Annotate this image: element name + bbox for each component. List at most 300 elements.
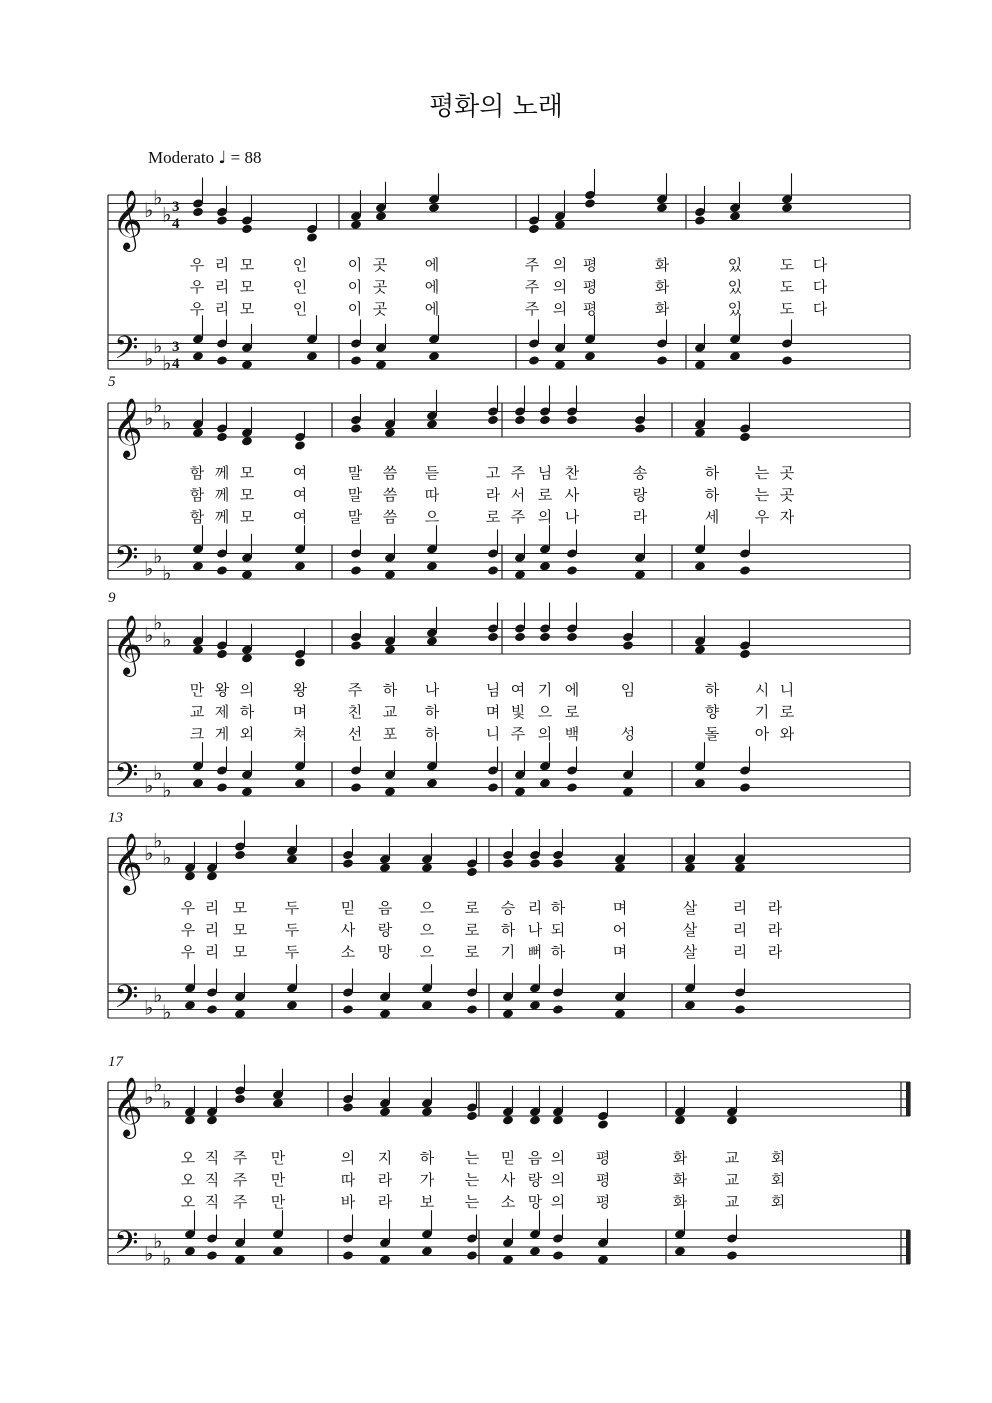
- treble-clef-icon: 𝄞: [112, 615, 143, 675]
- measure-number: 13: [108, 810, 123, 826]
- lyric-syllable: 회: [770, 1171, 786, 1189]
- note-head: [375, 359, 387, 370]
- lyric-syllable: 가: [419, 1171, 435, 1189]
- note-head: [375, 211, 387, 222]
- time-signature-top: 3: [172, 339, 180, 355]
- lyric-syllable: 하: [239, 703, 255, 721]
- lyric-syllable: 오: [180, 1193, 196, 1211]
- note-head: [184, 1115, 196, 1126]
- note-head: [192, 778, 204, 789]
- lyric-syllable: 하: [550, 943, 566, 961]
- lyric-syllable: 다: [812, 256, 828, 274]
- lyric-syllable: 교: [724, 1149, 740, 1167]
- note-head: [234, 1008, 246, 1019]
- lyric-syllable: 화: [672, 1193, 688, 1211]
- note-head: [206, 1115, 218, 1126]
- lyric-syllable: 라: [767, 921, 783, 939]
- note-head: [502, 1254, 514, 1265]
- note-head: [421, 1246, 433, 1257]
- note-head: [514, 569, 526, 580]
- flat-icon: ♭: [144, 346, 154, 371]
- lyric-syllable: 직: [204, 1171, 220, 1189]
- note-head: [184, 871, 196, 882]
- lyric-syllable: 기: [537, 681, 553, 699]
- note-head: [421, 862, 433, 873]
- flat-icon: ♭: [144, 841, 154, 865]
- lyric-syllable: 인: [292, 278, 308, 296]
- lyric-syllable: 으: [424, 508, 440, 526]
- lyric-syllable: 로: [779, 703, 795, 721]
- note-head: [684, 862, 696, 873]
- lyric-syllable: 하: [550, 899, 566, 917]
- lyric-syllable: 니: [779, 681, 795, 699]
- time-signature-top: 3: [172, 199, 180, 215]
- lyric-syllable: 이: [347, 278, 363, 296]
- note-head: [294, 561, 306, 572]
- lyric-syllable: 께: [214, 486, 230, 504]
- lyric-syllable: 함: [189, 508, 205, 526]
- lyric-syllable: 이: [347, 256, 363, 274]
- note-head: [529, 1115, 541, 1126]
- note-head: [734, 862, 746, 873]
- note-head: [529, 1246, 541, 1257]
- note-head: [192, 351, 204, 362]
- flat-icon: ♭: [162, 560, 172, 585]
- note-head: [184, 1000, 196, 1011]
- lyric-syllable: 모: [239, 486, 255, 504]
- lyric-syllable: 여: [292, 508, 308, 526]
- lyric-syllable: 모: [232, 943, 248, 961]
- lyric-syllable: 만: [189, 681, 205, 699]
- lyric-syllable: 말: [347, 508, 363, 526]
- lyric-syllable: 송: [632, 464, 648, 482]
- lyric-syllable: 빛: [510, 703, 526, 721]
- note-head: [781, 202, 793, 213]
- lyric-syllable: 리: [527, 899, 543, 917]
- flat-icon: ♭: [153, 760, 163, 785]
- lyric-syllable: 리: [732, 943, 748, 961]
- note-head: [384, 644, 396, 655]
- lyric-syllable: 소: [340, 943, 356, 961]
- lyric-syllable: 우: [189, 300, 205, 318]
- lyric-syllable: 평: [595, 1149, 611, 1167]
- lyric-syllable: 사: [564, 486, 580, 504]
- lyric-syllable: 씀: [382, 508, 398, 526]
- lyric-syllable: 나: [527, 921, 543, 939]
- flat-icon: ♭: [162, 999, 172, 1024]
- lyric-syllable: 도: [779, 278, 795, 296]
- lyric-syllable: 하: [704, 486, 720, 504]
- lyric-syllable: 다: [812, 278, 828, 296]
- lyric-syllable: 라: [767, 943, 783, 961]
- lyric-syllable: 도: [779, 256, 795, 274]
- lyric-syllable: 왕: [292, 681, 308, 699]
- lyric-syllable: 사: [340, 921, 356, 939]
- lyric-syllable: 의: [537, 508, 553, 526]
- lyric-syllable: 게: [214, 725, 230, 743]
- lyric-syllable: 의: [340, 1149, 356, 1167]
- bass-staff: [108, 545, 910, 579]
- lyric-syllable: 뻐: [527, 943, 543, 961]
- lyric-syllable: 화: [672, 1171, 688, 1189]
- flat-icon: ♭: [153, 333, 163, 358]
- lyric-syllable: 주: [232, 1171, 248, 1189]
- lyric-syllable: 의: [550, 1193, 566, 1211]
- lyric-syllable: 평: [582, 278, 598, 296]
- flat-icon: ♭: [144, 623, 154, 647]
- measure-number: 9: [108, 590, 116, 606]
- lyric-syllable: 며: [612, 943, 628, 961]
- lyric-syllable: 에: [564, 681, 580, 699]
- note-head: [272, 1098, 284, 1109]
- note-head: [614, 1008, 626, 1019]
- flat-icon: ♭: [162, 777, 172, 802]
- lyric-syllable: 로: [485, 508, 501, 526]
- lyric-syllable: 로: [464, 899, 480, 917]
- lyric-syllable: 씀: [382, 486, 398, 504]
- lyric-syllable: 평: [595, 1193, 611, 1211]
- lyric-syllable: 우: [180, 943, 196, 961]
- flat-icon: ♭: [153, 1228, 163, 1253]
- lyric-syllable: 소: [500, 1193, 516, 1211]
- lyric-syllable: 에: [424, 256, 440, 274]
- lyric-syllable: 는: [464, 1149, 480, 1167]
- lyric-syllable: 주: [524, 300, 540, 318]
- lyric-syllable: 의: [550, 1171, 566, 1189]
- lyric-syllable: 님: [537, 464, 553, 482]
- lyric-syllable: 지: [377, 1149, 393, 1167]
- lyric-syllable: 오: [180, 1171, 196, 1189]
- note-head: [426, 636, 438, 647]
- lyric-syllable: 서: [510, 486, 526, 504]
- lyric-syllable: 며: [612, 899, 628, 917]
- lyric-syllable: 살: [682, 899, 698, 917]
- note-head: [674, 1115, 686, 1126]
- lyric-syllable: 하: [500, 921, 516, 939]
- lyric-syllable: 믿: [500, 1149, 516, 1167]
- lyric-syllable: 교: [382, 703, 398, 721]
- lyric-syllable: 오: [180, 1149, 196, 1167]
- lyric-syllable: 모: [239, 464, 255, 482]
- lyric-syllable: 향: [704, 703, 720, 721]
- note-head: [726, 1115, 738, 1126]
- lyric-syllable: 다: [812, 300, 828, 318]
- lyric-syllable: 리: [214, 278, 230, 296]
- note-head: [634, 569, 646, 580]
- lyric-syllable: 곳: [372, 300, 388, 318]
- lyric-syllable: 우: [754, 508, 770, 526]
- lyric-syllable: 선: [347, 725, 363, 743]
- time-signature-bottom: 4: [172, 216, 180, 232]
- note-head: [514, 786, 526, 797]
- lyric-syllable: 하: [704, 681, 720, 699]
- lyric-syllable: 에: [424, 300, 440, 318]
- lyric-syllable: 인: [292, 300, 308, 318]
- lyric-syllable: 리: [204, 899, 220, 917]
- lyric-syllable: 자: [779, 508, 795, 526]
- lyric-syllable: 화: [672, 1149, 688, 1167]
- lyric-syllable: 기: [754, 703, 770, 721]
- lyric-syllable: 만: [270, 1171, 286, 1189]
- lyric-syllable: 는: [754, 486, 770, 504]
- lyric-syllable: 아: [754, 725, 770, 743]
- note-head: [428, 202, 440, 213]
- note-head: [554, 359, 566, 370]
- note-head: [421, 1000, 433, 1011]
- lyric-syllable: 의: [552, 300, 568, 318]
- lyric-syllable: 하: [382, 681, 398, 699]
- note-head: [622, 786, 634, 797]
- treble-clef-icon: 𝄞: [112, 1077, 143, 1137]
- bass-clef-icon: 𝄢: [114, 539, 139, 584]
- lyric-syllable: 나: [424, 681, 440, 699]
- lyric-syllable: 제: [214, 703, 230, 721]
- note-head: [502, 1115, 514, 1126]
- lyric-syllable: 주: [510, 508, 526, 526]
- bass-clef-icon: 𝄢: [114, 329, 139, 374]
- flat-icon: ♭: [162, 410, 172, 435]
- lyric-syllable: 는: [464, 1171, 480, 1189]
- lyric-syllable: 씀: [382, 464, 398, 482]
- treble-staff: [108, 620, 910, 654]
- lyric-syllable: 는: [754, 464, 770, 482]
- lyric-syllable: 음: [377, 899, 393, 917]
- lyric-syllable: 포: [382, 725, 398, 743]
- note-head: [234, 1254, 246, 1265]
- lyric-syllable: 께: [214, 464, 230, 482]
- lyric-syllable: 세: [704, 508, 720, 526]
- lyric-syllable: 하: [424, 703, 440, 721]
- lyric-syllable: 곳: [779, 464, 795, 482]
- lyric-syllable: 보: [419, 1193, 435, 1211]
- lyric-syllable: 는: [464, 1193, 480, 1211]
- note-head: [426, 419, 438, 430]
- lyric-syllable: 주: [510, 725, 526, 743]
- note-head: [379, 862, 391, 873]
- lyric-syllable: 임: [620, 681, 636, 699]
- lyric-syllable: 우: [189, 256, 205, 274]
- lyric-syllable: 화: [654, 278, 670, 296]
- system: [108, 1054, 910, 1270]
- lyric-syllable: 음: [527, 1149, 543, 1167]
- lyric-syllable: 며: [485, 703, 501, 721]
- lyric-syllable: 두: [284, 943, 300, 961]
- lyric-syllable: 승: [500, 899, 516, 917]
- lyric-syllable: 따: [424, 486, 440, 504]
- note-head: [584, 351, 596, 362]
- note-head: [384, 569, 396, 580]
- flat-icon: ♭: [162, 627, 172, 652]
- note-head: [656, 202, 668, 213]
- lyric-syllable: 회: [770, 1149, 786, 1167]
- lyric-syllable: 라: [767, 899, 783, 917]
- treble-clef-icon: 𝄞: [112, 190, 143, 250]
- note-head: [241, 569, 253, 580]
- treble-clef-icon: 𝄞: [112, 833, 143, 893]
- lyric-syllable: 우: [180, 899, 196, 917]
- note-head: [729, 211, 741, 222]
- lyric-syllable: 곳: [779, 486, 795, 504]
- lyric-syllable: 모: [239, 508, 255, 526]
- note-head: [694, 644, 706, 655]
- lyric-syllable: 라: [632, 508, 648, 526]
- lyric-syllable: 로: [464, 921, 480, 939]
- flat-icon: ♭: [162, 202, 172, 227]
- lyric-syllable: 인: [292, 256, 308, 274]
- flat-icon: ♭: [153, 982, 163, 1007]
- note-head: [428, 351, 440, 362]
- lyric-syllable: 주: [510, 464, 526, 482]
- note-head: [294, 657, 306, 668]
- lyric-syllable: 주: [232, 1149, 248, 1167]
- note-head: [729, 351, 741, 362]
- lyric-syllable: 만: [270, 1149, 286, 1167]
- lyric-syllable: 돌: [704, 725, 720, 743]
- system: [108, 810, 910, 1024]
- note-head: [426, 778, 438, 789]
- flat-icon: ♭: [144, 773, 154, 798]
- lyric-syllable: 어: [612, 921, 628, 939]
- note-head: [306, 351, 318, 362]
- lyric-syllable: 쳐: [292, 725, 308, 743]
- lyric-syllable: 되: [550, 921, 566, 939]
- note-head: [597, 1119, 609, 1130]
- lyric-syllable: 교: [724, 1193, 740, 1211]
- lyric-syllable: 랑: [527, 1171, 543, 1189]
- lyric-syllable: 망: [527, 1193, 543, 1211]
- note-head: [294, 440, 306, 451]
- flat-icon: ♭: [144, 1085, 154, 1109]
- lyric-syllable: 리: [214, 256, 230, 274]
- lyric-syllable: 직: [204, 1193, 220, 1211]
- lyric-syllable: 함: [189, 486, 205, 504]
- lyric-syllable: 이: [347, 300, 363, 318]
- lyric-syllable: 망: [377, 943, 393, 961]
- lyric-syllable: 께: [214, 508, 230, 526]
- lyric-syllable: 주: [524, 256, 540, 274]
- lyric-syllable: 백: [564, 725, 580, 743]
- lyric-syllable: 하: [704, 464, 720, 482]
- lyric-syllable: 라: [377, 1171, 393, 1189]
- note-head: [539, 561, 551, 572]
- lyric-syllable: 만: [270, 1193, 286, 1211]
- flat-icon: ♭: [162, 845, 172, 870]
- note-head: [241, 436, 253, 447]
- lyric-syllable: 으: [419, 921, 435, 939]
- note-head: [614, 862, 626, 873]
- note-head: [684, 1000, 696, 1011]
- lyric-syllable: 듣: [424, 464, 440, 482]
- lyric-syllable: 친: [347, 703, 363, 721]
- note-head: [597, 1254, 609, 1265]
- lyric-syllable: 모: [239, 300, 255, 318]
- note-head: [286, 1000, 298, 1011]
- lyric-syllable: 랑: [632, 486, 648, 504]
- note-head: [206, 871, 218, 882]
- lyric-syllable: 함: [189, 464, 205, 482]
- lyric-syllable: 회: [770, 1193, 786, 1211]
- bass-clef-icon: 𝄢: [114, 1224, 139, 1269]
- quarter-note-icon: ♩: [218, 148, 227, 168]
- lyric-syllable: 두: [284, 899, 300, 917]
- note-head: [379, 1254, 391, 1265]
- note-head: [694, 778, 706, 789]
- lyric-syllable: 직: [204, 1149, 220, 1167]
- flat-icon: ♭: [144, 1241, 154, 1266]
- lyric-syllable: 곳: [372, 256, 388, 274]
- bass-staff: [108, 762, 910, 796]
- note-head: [241, 786, 253, 797]
- lyric-syllable: 로: [537, 486, 553, 504]
- note-head: [539, 778, 551, 789]
- note-head: [694, 561, 706, 572]
- lyric-syllable: 리: [732, 899, 748, 917]
- note-head: [426, 561, 438, 572]
- lyric-syllable: 으: [537, 703, 553, 721]
- note-head: [192, 561, 204, 572]
- flat-icon: ♭: [144, 995, 154, 1020]
- measure-number: 5: [108, 374, 116, 390]
- lyric-syllable: 여: [292, 486, 308, 504]
- lyric-syllable: 리: [204, 921, 220, 939]
- note-head: [529, 1000, 541, 1011]
- lyric-syllable: 에: [424, 278, 440, 296]
- flat-icon: ♭: [162, 1089, 172, 1114]
- lyric-syllable: 며: [292, 703, 308, 721]
- flat-icon: ♭: [144, 556, 154, 581]
- lyric-syllable: 외: [239, 725, 255, 743]
- note-head: [552, 1115, 564, 1126]
- lyric-syllable: 와: [779, 725, 795, 743]
- note-head: [286, 854, 298, 865]
- lyric-syllable: 살: [682, 921, 698, 939]
- lyric-syllable: 두: [284, 921, 300, 939]
- lyric-syllable: 말: [347, 464, 363, 482]
- lyric-syllable: 말: [347, 486, 363, 504]
- note-head: [379, 1106, 391, 1117]
- lyric-syllable: 님: [485, 681, 501, 699]
- time-signature-bottom: 4: [172, 356, 180, 372]
- lyric-syllable: 리: [214, 300, 230, 318]
- lyric-syllable: 모: [239, 278, 255, 296]
- lyric-syllable: 모: [239, 256, 255, 274]
- note-head: [192, 427, 204, 438]
- lyric-syllable: 주: [347, 681, 363, 699]
- note-head: [241, 359, 253, 370]
- tempo-text: Moderato: [148, 148, 215, 167]
- lyric-syllable: 있: [727, 300, 743, 318]
- note-head: [379, 1008, 391, 1019]
- bass-clef-icon: 𝄢: [114, 978, 139, 1023]
- note-head: [272, 1246, 284, 1257]
- measure-number: 17: [108, 1054, 123, 1070]
- flat-icon: ♭: [153, 393, 163, 418]
- note-head: [350, 219, 362, 230]
- note-head: [421, 1106, 433, 1117]
- flat-icon: ♭: [144, 198, 154, 222]
- lyric-syllable: 교: [189, 703, 205, 721]
- lyric-syllable: 기: [500, 943, 516, 961]
- lyric-syllable: 있: [727, 256, 743, 274]
- flat-icon: ♭: [144, 406, 154, 430]
- lyric-syllable: 크: [189, 725, 205, 743]
- lyric-syllable: 따: [340, 1171, 356, 1189]
- lyric-syllable: 모: [232, 899, 248, 917]
- lyric-syllable: 우: [180, 921, 196, 939]
- tempo-bpm: = 88: [230, 148, 262, 167]
- lyric-syllable: 도: [779, 300, 795, 318]
- lyric-syllable: 라: [485, 486, 501, 504]
